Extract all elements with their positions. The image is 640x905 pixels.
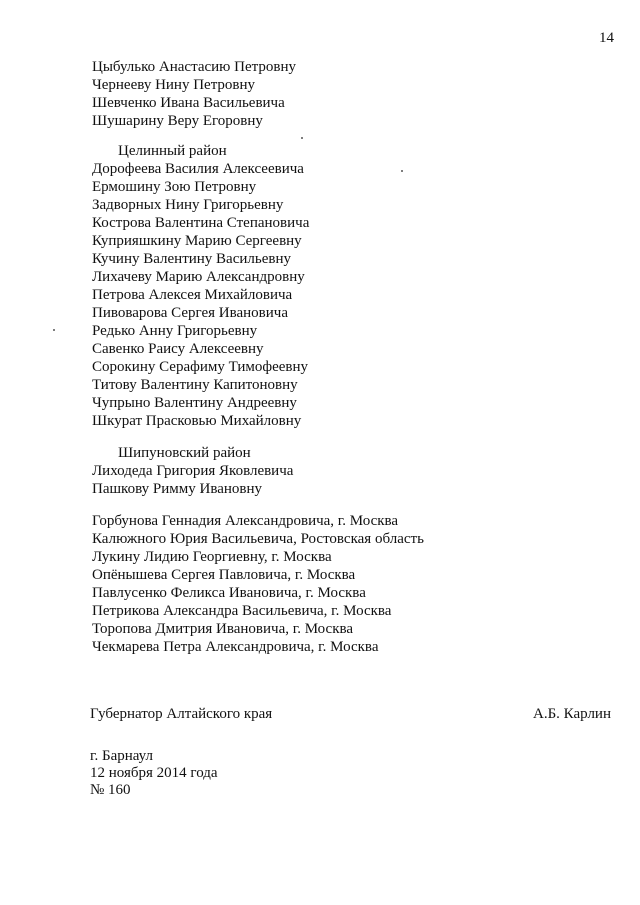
list-item: Павлусенко Феликса Ивановича, г. Москва — [92, 585, 366, 601]
list-item: Кострова Валентина Степановича — [92, 215, 310, 231]
list-item: Лихачеву Марию Александровну — [92, 269, 305, 285]
list-item: Куприяшкину Марию Сергеевну — [92, 233, 302, 249]
list-item: Чернееву Нину Петровну — [92, 77, 256, 93]
list-item: Редько Анну Григорьевну — [92, 323, 258, 339]
signatory-position: Губернатор Алтайского края — [90, 706, 273, 722]
scan-speck — [301, 137, 303, 139]
list-item: Горбунова Геннадия Александровича, г. Москва — [92, 513, 399, 529]
signature-row — [90, 705, 611, 723]
scan-speck — [53, 329, 55, 331]
page-number: 14 — [599, 30, 614, 46]
district-heading: Шипуновский район — [118, 445, 251, 461]
list-item: Пашкову Римму Ивановну — [92, 481, 263, 497]
list-item: Петрикова Александра Васильевича, г. Москва — [92, 603, 392, 619]
list-item: Калюжного Юрия Васильевича, Ростовская область — [92, 531, 424, 547]
list-item: Кучину Валентину Васильевну — [92, 251, 291, 267]
district-section-shipunovsky — [92, 444, 293, 498]
list-item: Шкурат Прасковью Михайловну — [92, 413, 302, 429]
footer-city: г. Барнаул — [90, 748, 153, 764]
list-item: Петрова Алексея Михайловича — [92, 287, 293, 303]
list-item: Сорокину Серафиму Тимофеевну — [92, 359, 309, 375]
names-list-continued — [92, 58, 296, 130]
list-item: Шушарину Веру Егоровну — [92, 113, 263, 129]
list-item: Чекмарева Петра Александровича, г. Москва — [92, 639, 379, 655]
list-item: Ермошину Зою Петровну — [92, 179, 257, 195]
list-item: Лукину Лидию Георгиевну, г. Москва — [92, 549, 332, 565]
footer-date: 12 ноября 2014 года — [90, 765, 218, 781]
list-item: Шевченко Ивана Васильевича — [92, 95, 285, 111]
document-footer — [90, 748, 218, 799]
list-item: Титову Валентину Капитоновну — [92, 377, 298, 393]
list-item: Чупрыно Валентину Андреевну — [92, 395, 297, 411]
scan-speck — [401, 170, 403, 172]
names-list-other-regions — [92, 512, 424, 656]
district-section-tselinny — [92, 142, 309, 430]
signatory-name: А.Б. Карлин — [532, 706, 611, 722]
footer-number: № 160 — [90, 782, 131, 798]
list-item: Савенко Раису Алексеевну — [92, 341, 264, 357]
list-item: Лиходеда Григория Яковлевича — [92, 463, 294, 479]
list-item: Торопова Дмитрия Ивановича, г. Москва — [92, 621, 354, 637]
district-heading: Целинный район — [118, 143, 227, 159]
list-item: Пивоварова Сергея Ивановича — [92, 305, 288, 321]
list-item: Цыбулько Анастасию Петровну — [92, 59, 296, 75]
list-item: Дорофеева Василия Алексеевича — [92, 161, 304, 177]
list-item: Задворных Нину Григорьевну — [92, 197, 284, 213]
list-item: Опёнышева Сергея Павловича, г. Москва — [92, 567, 356, 583]
